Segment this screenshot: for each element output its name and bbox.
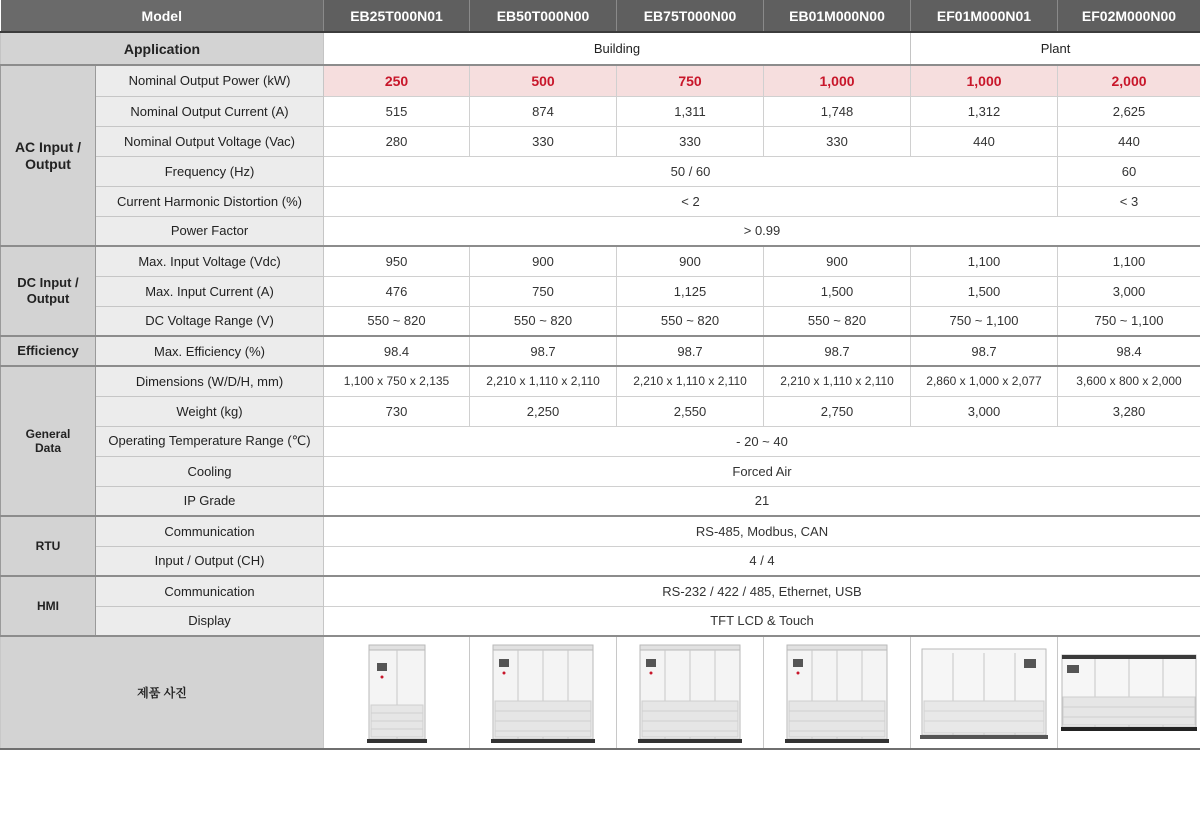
spec-label: Communication [96,516,324,546]
spec-value: 2,250 [470,396,617,426]
spec-value: 250 [324,65,470,96]
ac-power-factor-row [1,216,1200,246]
spec-value: 950 [324,246,470,276]
spec-value: 3,600 x 800 x 2,000 [1058,366,1200,396]
ac-power-row [1,65,1200,96]
spec-value: - 20 ~ 40 [324,426,1200,456]
spec-value: 50 / 60 [324,156,1058,186]
spec-label: Nominal Output Voltage (Vac) [96,126,324,156]
spec-value: 330 [617,126,764,156]
spec-label: Dimensions (W/D/H, mm) [96,366,324,396]
ac-harmonic-row [1,186,1200,216]
model-name: EB50T000N00 [470,0,617,32]
spec-value: 900 [764,246,911,276]
spec-label: Nominal Output Current (A) [96,96,324,126]
rtu-io-row [1,546,1200,576]
spec-value: 3,280 [1058,396,1200,426]
spec-label: Display [96,606,324,636]
application-label: Application [1,32,324,65]
spec-value: 1,000 [764,65,911,96]
product-photo [617,636,764,749]
product-photo [1058,636,1200,749]
spec-value: 750 [470,276,617,306]
spec-label: Max. Efficiency (%) [96,336,324,366]
model-header: Model [1,0,324,32]
spec-value: > 0.99 [324,216,1200,246]
spec-label: Max. Input Current (A) [96,276,324,306]
spec-value: 1,100 [911,246,1058,276]
product-photo [324,636,470,749]
spec-value: 750 ~ 1,100 [1058,306,1200,336]
model-name: EB75T000N00 [617,0,764,32]
spec-value: 330 [764,126,911,156]
dc-max-voltage-row [1,246,1200,276]
spec-value: 98.4 [324,336,470,366]
application-plant: Plant [911,32,1200,65]
spec-value: 476 [324,276,470,306]
spec-value: 2,750 [764,396,911,426]
spec-label: IP Grade [96,486,324,516]
product-photo [911,636,1058,749]
spec-value: 3,000 [911,396,1058,426]
model-name: EF01M000N01 [911,0,1058,32]
dc-max-current-row [1,276,1200,306]
spec-value: 500 [470,65,617,96]
product-photo [764,636,911,749]
model-name: EB01M000N00 [764,0,911,32]
spec-label: Current Harmonic Distortion (%) [96,186,324,216]
dimensions-row [1,366,1200,396]
spec-value: 1,100 [1058,246,1200,276]
rtu-communication-row [1,516,1200,546]
temperature-row [1,426,1200,456]
spec-value: 1,311 [617,96,764,126]
spec-value: RS-232 / 422 / 485, Ethernet, USB [324,576,1200,606]
photo-label: 제품 사진 [1,636,324,749]
spec-value: 750 [617,65,764,96]
application-building: Building [324,32,911,65]
spec-label: Cooling [96,456,324,486]
spec-value: RS-485, Modbus, CAN [324,516,1200,546]
spec-label: Nominal Output Power (kW) [96,65,324,96]
spec-value: 550 ~ 820 [617,306,764,336]
spec-label: Max. Input Voltage (Vdc) [96,246,324,276]
group-efficiency: Efficiency [1,336,96,366]
spec-value: < 2 [324,186,1058,216]
spec-value: 98.4 [1058,336,1200,366]
product-photo [470,636,617,749]
spec-value: 515 [324,96,470,126]
spec-value: 2,860 x 1,000 x 2,077 [911,366,1058,396]
spec-value: 2,550 [617,396,764,426]
spec-value: 550 ~ 820 [470,306,617,336]
spec-label: Input / Output (CH) [96,546,324,576]
spec-value: TFT LCD & Touch [324,606,1200,636]
inverter-cabinet-image [785,643,889,743]
group-ac: AC Input / Output [1,65,96,246]
spec-value: 900 [617,246,764,276]
spec-value: 4 / 4 [324,546,1200,576]
weight-row [1,396,1200,426]
inverter-cabinet-image [920,645,1048,741]
hmi-communication-row [1,576,1200,606]
model-name: EF02M000N00 [1058,0,1200,32]
spec-value: 2,000 [1058,65,1200,96]
spec-value: 98.7 [911,336,1058,366]
spec-value: 550 ~ 820 [764,306,911,336]
spec-value: 1,312 [911,96,1058,126]
group-rtu: RTU [1,516,96,576]
inverter-cabinet-image [1061,653,1197,733]
spec-value: 1,500 [911,276,1058,306]
spec-value: 1,000 [911,65,1058,96]
ip-grade-row [1,486,1200,516]
spec-value: 21 [324,486,1200,516]
spec-value: 2,625 [1058,96,1200,126]
spec-value: 280 [324,126,470,156]
spec-value: 2,210 x 1,110 x 2,110 [764,366,911,396]
group-general: General Data [1,366,96,516]
spec-value: 330 [470,126,617,156]
spec-value: < 3 [1058,186,1200,216]
spec-value: 3,000 [1058,276,1200,306]
spec-value: 1,125 [617,276,764,306]
inverter-cabinet-image [367,643,427,743]
spec-label: Power Factor [96,216,324,246]
spec-value: 730 [324,396,470,426]
ac-voltage-row [1,126,1200,156]
spec-value: 1,748 [764,96,911,126]
spec-value: 440 [911,126,1058,156]
inverter-cabinet-image [491,643,595,743]
spec-value: 874 [470,96,617,126]
ac-current-row [1,96,1200,126]
spec-value: 2,210 x 1,110 x 2,110 [470,366,617,396]
spec-label: Frequency (Hz) [96,156,324,186]
application-row [1,32,1200,65]
spec-value: 60 [1058,156,1200,186]
spec-label: Communication [96,576,324,606]
ac-frequency-row [1,156,1200,186]
spec-value: 900 [470,246,617,276]
cooling-row [1,456,1200,486]
model-name: EB25T000N01 [324,0,470,32]
group-hmi: HMI [1,576,96,636]
spec-value: 98.7 [470,336,617,366]
spec-value: 1,500 [764,276,911,306]
header-row [1,0,1200,32]
spec-value: 2,210 x 1,110 x 2,110 [617,366,764,396]
spec-value: Forced Air [324,456,1200,486]
spec-label: Weight (kg) [96,396,324,426]
spec-value: 1,100 x 750 x 2,135 [324,366,470,396]
spec-label: DC Voltage Range (V) [96,306,324,336]
photo-row [1,636,1200,749]
spec-label: Operating Temperature Range (℃) [96,426,324,456]
group-dc: DC Input / Output [1,246,96,336]
spec-value: 750 ~ 1,100 [911,306,1058,336]
spec-value: 440 [1058,126,1200,156]
hmi-display-row [1,606,1200,636]
dc-range-row [1,306,1200,336]
spec-value: 550 ~ 820 [324,306,470,336]
spec-value: 98.7 [617,336,764,366]
inverter-cabinet-image [638,643,742,743]
efficiency-row [1,336,1200,366]
spec-value: 98.7 [764,336,911,366]
